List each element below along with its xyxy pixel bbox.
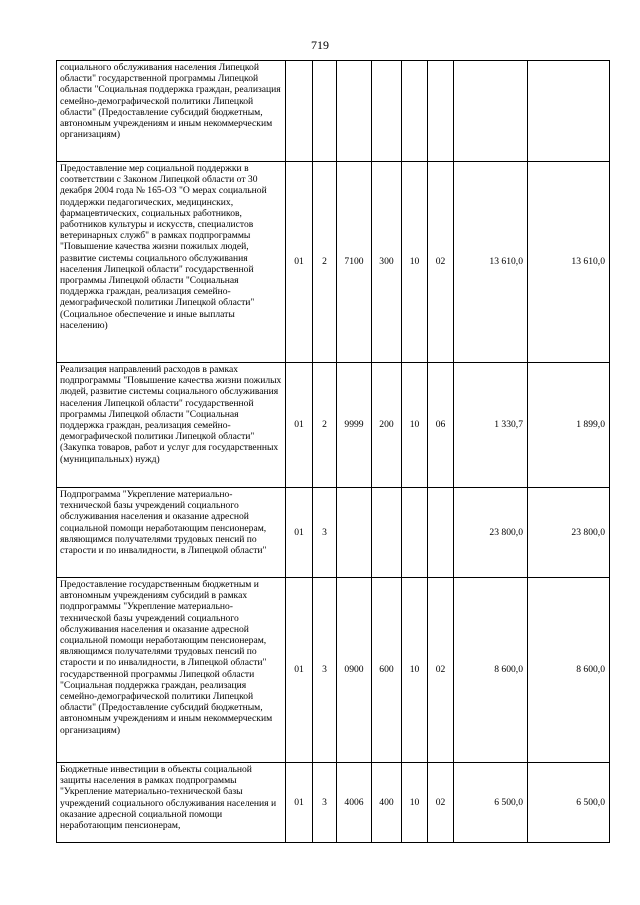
table-row: [57, 578, 610, 763]
subprogram-code: 2: [313, 363, 337, 488]
direction-code: 7100: [337, 162, 372, 363]
amount-year-1: 23 800,0: [454, 488, 528, 578]
expense-type-code: 600: [372, 578, 402, 763]
table-row: [57, 363, 610, 488]
amount-year-2: 1 899,0: [528, 363, 610, 488]
row-description: Подпрограмма "Укрепление материально-технической базы учреждений социального обслуживания населения и оказание адресной социальной помощи неработающим пенсионерам, являющимся получателями трудовых пенсий по старости и по инвалидности, в Липецкой области": [57, 488, 286, 578]
table-row: [57, 763, 610, 843]
table-row: [57, 61, 610, 162]
section-code: 10: [402, 578, 428, 763]
amount-year-1: 8 600,0: [454, 578, 528, 763]
row-description: Реализация направлений расходов в рамках подпрограммы "Повышение качества жизни пожилых людей, развитие системы социального обслуживания населения Липецкой области" государственной программы Липецкой области "Социальная поддержка граждан, реализация семейно-демографической политики Липецкой области" (Закупка товаров, работ и услуг для государственных (муниципальных) нужд): [57, 363, 286, 488]
program-code: 01: [286, 763, 313, 843]
section-code: [402, 488, 428, 578]
expense-type-code: 200: [372, 363, 402, 488]
direction-code: 0900: [337, 578, 372, 763]
amount-year-2: 23 800,0: [528, 488, 610, 578]
subsection-code: 06: [428, 363, 454, 488]
row-description: Предоставление мер социальной поддержки в соответствии с Законом Липецкой области от 30 декабря 2004 года № 165-ОЗ "О мерах социальной поддержки педагогических, медицинских, фармацевтических, социальных работников, работников культуры и искусств, специалистов ветеринарных служб" в рамках подпрограммы "Повышение качества жизни пожилых людей, развитие системы социального обслуживания населения Липецкой области" государственной программы Липецкой области "Социальная поддержка граждан, реализация семейно-демографической политики Липецкой области" (Социальное обеспечение и иные выплаты населению): [57, 162, 286, 363]
subprogram-code: 3: [313, 488, 337, 578]
program-code: 01: [286, 363, 313, 488]
table-row: [57, 488, 610, 578]
amount-year-1: [454, 61, 528, 162]
direction-code: 9999: [337, 363, 372, 488]
subsection-code: 02: [428, 578, 454, 763]
amount-year-1: 1 330,7: [454, 363, 528, 488]
direction-code: [337, 488, 372, 578]
expense-type-code: 400: [372, 763, 402, 843]
expense-type-code: [372, 61, 402, 162]
program-code: 01: [286, 578, 313, 763]
direction-code: [337, 61, 372, 162]
budget-table: [56, 60, 610, 843]
direction-code: 4006: [337, 763, 372, 843]
subprogram-code: 3: [313, 578, 337, 763]
subprogram-code: 3: [313, 763, 337, 843]
subsection-code: [428, 61, 454, 162]
row-description: социального обслуживания населения Липецкой области" государственной программы Липецкой области "Социальная поддержка граждан, реализация семейно-демографической политики Липецкой области" (Предоставление субсидий бюджетным, автономным учреждениям и иным некоммерческим организациям): [57, 61, 286, 162]
amount-year-2: 8 600,0: [528, 578, 610, 763]
subsection-code: [428, 488, 454, 578]
subprogram-code: [313, 61, 337, 162]
section-code: 10: [402, 363, 428, 488]
amount-year-2: 13 610,0: [528, 162, 610, 363]
expense-type-code: 300: [372, 162, 402, 363]
section-code: [402, 61, 428, 162]
amount-year-2: [528, 61, 610, 162]
subsection-code: 02: [428, 162, 454, 363]
row-description: Предоставление государственным бюджетным и автономным учреждениям субсидий в рамках подпрограммы "Укрепление материально-технической базы учреждений социального обслуживания населения и оказание адресной социальной помощи неработающим пенсионерам, являющимся получателями трудовых пенсий по старости и по инвалидности, в Липецкой области" государственной программы Липецкой области "Социальная поддержка граждан, реализация семейно-демографической политики Липецкой области" (Предоставление субсидий бюджетным, автономным учреждениям и иным некоммерческим организациям): [57, 578, 286, 763]
program-code: 01: [286, 162, 313, 363]
section-code: 10: [402, 763, 428, 843]
row-description: Бюджетные инвестиции в объекты социальной защиты населения в рамках подпрограммы "Укрепление материально-технической базы учреждений социального обслуживания населения и оказание адресной социальной помощи неработающим пенсионерам,: [57, 763, 286, 843]
page-number: 719: [311, 38, 329, 52]
amount-year-2: 6 500,0: [528, 763, 610, 843]
program-code: 01: [286, 488, 313, 578]
table-row: [57, 162, 610, 363]
program-code: [286, 61, 313, 162]
subprogram-code: 2: [313, 162, 337, 363]
amount-year-1: 6 500,0: [454, 763, 528, 843]
expense-type-code: [372, 488, 402, 578]
subsection-code: 02: [428, 763, 454, 843]
amount-year-1: 13 610,0: [454, 162, 528, 363]
section-code: 10: [402, 162, 428, 363]
